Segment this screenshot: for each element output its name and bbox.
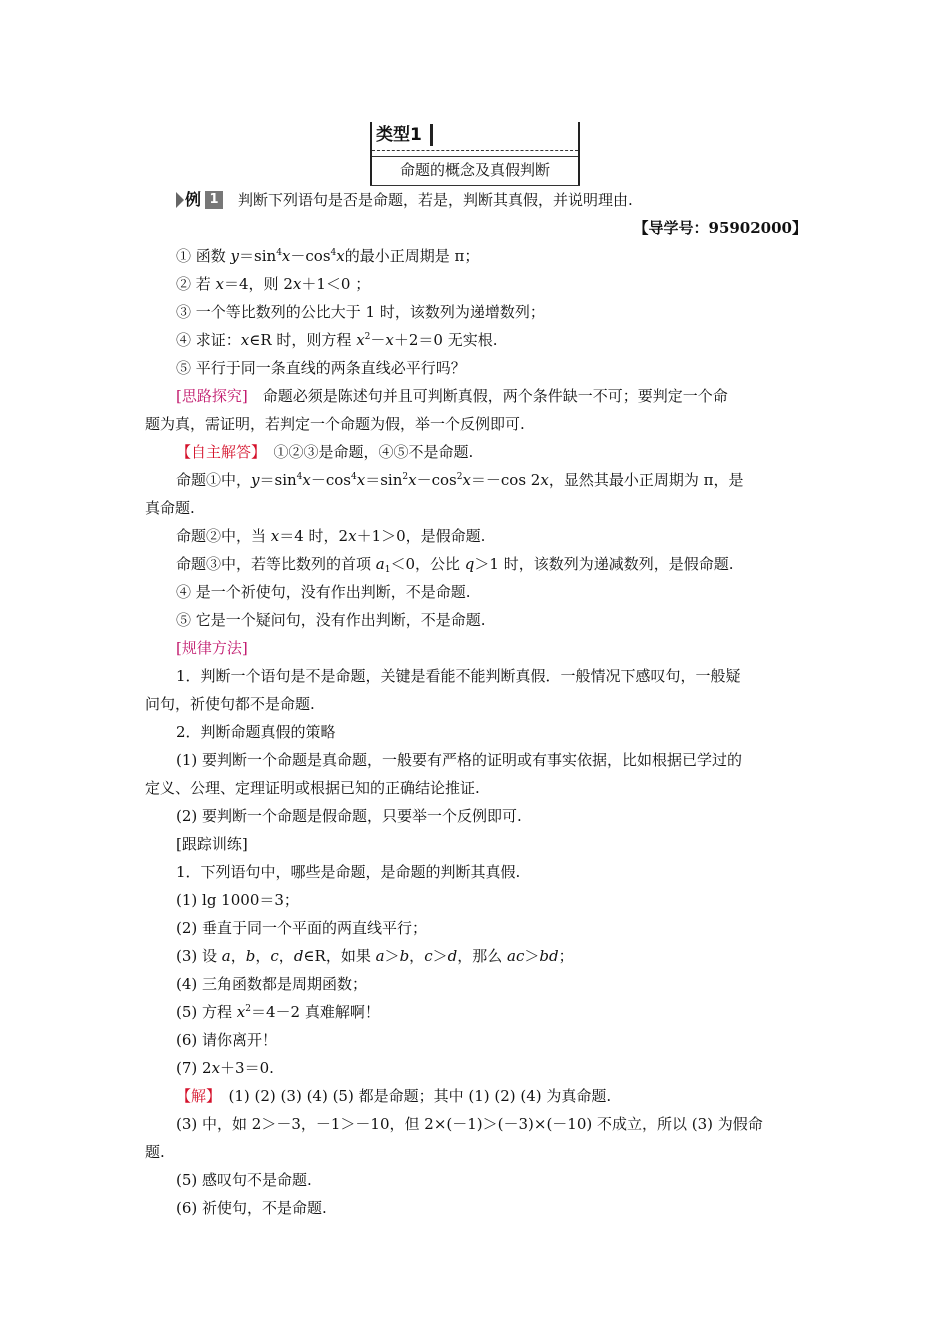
study-ref-number: 【导学号：95902000】 [633, 219, 807, 237]
statement-1: ① 函数 $y=\sin^4x-\cos^4x$的最小正周期是 π； [176, 247, 480, 265]
practice-statement-5: (5) 方程 $x^2=4-2$ 真难解啊！ [176, 1003, 380, 1021]
answer-proposition-1-cont: 真命题. [145, 499, 195, 517]
answer-label: 【自主解答】 [176, 443, 259, 461]
answer-proposition-4: ④ 是一个祈使句，没有作出判断，不是命题. [176, 583, 471, 601]
method-point-2: 2．判断命题真假的策略 [176, 723, 336, 741]
solution-line-5: (5) 感叹句不是命题. [176, 1171, 312, 1189]
statement-3: ③ 一个等比数列的公比大于 1 时，该数列为递增数列； [176, 303, 545, 321]
practice-statement-7: (7) 2x＋3＝0. [176, 1059, 274, 1077]
practice-statement-4: (4) 三角函数都是周期函数； [176, 975, 368, 993]
answer-proposition-1: 命题①中，$y=\sin^4x-\cos^4x=\sin^2x-\cos^2x=-\cos$ 2x，显然其最小正周期为 π，是 [176, 471, 744, 489]
triangle-arrow-icon [176, 192, 184, 208]
solution-line-3-cont: 题. [145, 1143, 165, 1161]
think-paragraph: [思路探究] 命题必须是陈述句并且可判断真假，两个条件缺一不可；要判定一个命 [176, 387, 728, 405]
practice-statement-2: (2) 垂直于同一个平面的两直线平行； [176, 919, 428, 937]
practice-statement-6: (6) 请你离开！ [176, 1031, 278, 1049]
section-tag-bar [430, 124, 433, 146]
statement-2: ② 若 x＝4，则 2x＋1＜0 ； [176, 275, 371, 293]
example-badge [176, 190, 226, 210]
box-bottom-rule [370, 185, 580, 186]
example-number: 1 [205, 191, 223, 209]
method-subpoint-2: (2) 要判断一个命题是假命题，只要举一个反例即可. [176, 807, 522, 825]
box-solid-rule [372, 156, 578, 157]
statement-5: ⑤ 平行于同一条直线的两条直线必平行吗？ [176, 359, 466, 377]
practice-statement-1: (1) lg 1000＝3； [176, 891, 299, 909]
answer-proposition-3: 命题③中，若等比数列的首项 $a_1<0$，公比 q＞1 时，该数列为递减数列，是假命题. [176, 555, 734, 575]
example-prompt: 判断下列语句是否是命题，若是，判断其真假，并说明理由. [238, 191, 633, 209]
think-paragraph-cont: 题为真，需证明，若判定一个命题为假，举一个反例即可. [145, 415, 525, 433]
box-dashed-rule [372, 150, 578, 151]
practice-question: 1．下列语句中，哪些是命题，是命题的判断其真假. [176, 863, 521, 881]
section-heading-box [370, 122, 580, 186]
solution-summary: 【解】 (1) (2) (3) (4) (5) 都是命题；其中 (1) (2) (4) 为真命题. [176, 1087, 612, 1105]
method-subpoint-1-cont: 定义、公理、定理证明或根据已知的正确结论推证. [145, 779, 480, 797]
solution-label: 【解】 [176, 1087, 214, 1105]
section-title: 命题的概念及真假判断 [399, 161, 550, 179]
example-label: 例 [185, 190, 202, 209]
solution-line-6: (6) 祈使句，不是命题. [176, 1199, 327, 1217]
practice-label: [跟踪训练] [176, 835, 248, 853]
practice-statement-3: (3) 设 a，b，c，d∈R，如果 a＞b，c＞d，那么 ac＞bd； [176, 947, 574, 965]
answer-summary: 【自主解答】 ①②③是命题，④⑤不是命题. [176, 443, 474, 461]
answer-proposition-2: 命题②中，当 x＝4 时，2x＋1＞0，是假命题. [176, 527, 486, 545]
solution-line-3: (3) 中，如 2＞－3，－1＞－10，但 2×(－1)＞(－3)×(－10) 不成立，所以 (3) 为假命 [176, 1115, 763, 1133]
method-point-1-cont: 问句，祈使句都不是命题. [145, 695, 315, 713]
method-point-1: 1．判断一个语句是不是命题，关键是看能不能判断真假．一般情况下感叹句，一般疑 [176, 667, 741, 685]
think-label: [思路探究] [176, 387, 248, 405]
statement-4: ④ 求证：x∈R 时，则方程 $x^2-x+2=0$ 无实根. [176, 331, 498, 349]
section-tag: 类型1 [376, 125, 422, 145]
answer-proposition-5: ⑤ 它是一个疑问句，没有作出判断，不是命题. [176, 611, 486, 629]
method-subpoint-1: (1) 要判断一个命题是真命题，一般要有严格的证明或有事实依据，比如根据已学过的 [176, 751, 743, 769]
method-label: [规律方法] [176, 639, 248, 657]
